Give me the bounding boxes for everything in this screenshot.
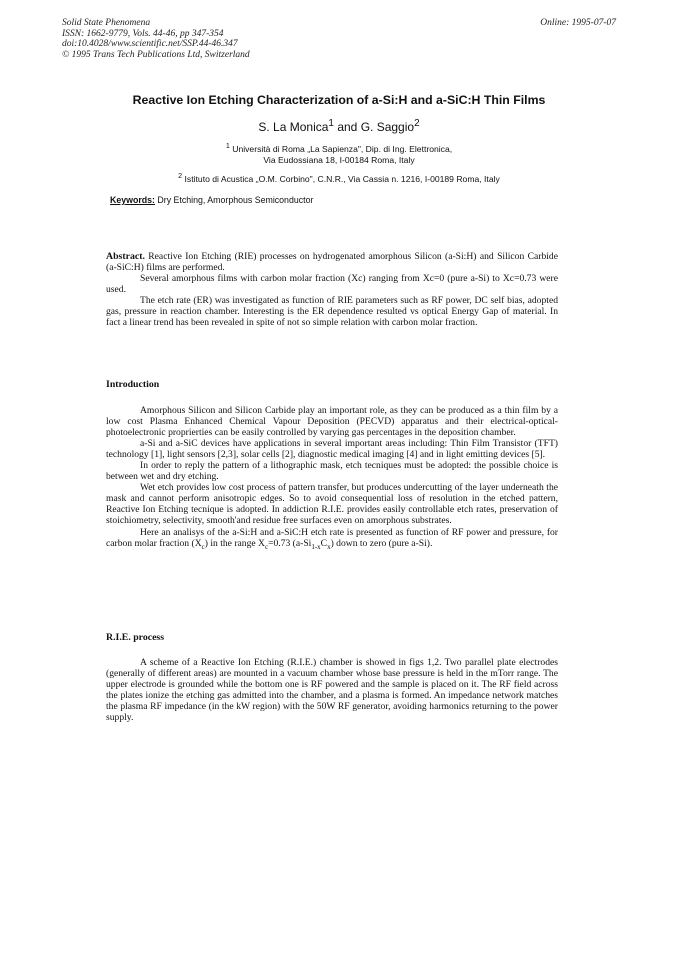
affil-2-line-1: Istituto di Acustica „O.M. Corbino", C.N.R., Via Cassia n. 1216, I-00189 Roma, Italy <box>182 173 500 184</box>
issn-line: ISSN: 1662-9779, Vols. 44-46, pp 347-354 <box>62 28 224 39</box>
rie-process-heading: R.I.E. process <box>106 632 165 643</box>
journal-name: Solid State Phenomena <box>62 18 151 28</box>
author-1: S. La Monica <box>258 120 329 134</box>
subscript-x: x <box>327 542 331 551</box>
journal-header <box>62 18 250 60</box>
affil-2-mark: 2 <box>178 172 183 180</box>
subscript-c: c <box>264 542 269 551</box>
affil-1-line-1: Università di Roma „La Sapienza", Dip. di Ing. Elettronica, <box>229 143 453 154</box>
affiliation-1 <box>0 141 678 167</box>
subscript-c: c <box>201 542 205 551</box>
introduction-heading: Introduction <box>106 379 160 390</box>
keywords-label: Keywords: <box>110 195 155 205</box>
abstract-p2: Several amorphous films with carbon molar fraction (Xc) ranging from Xc=0 (pure a-Si) to Xc=0.73 were used. <box>106 273 558 296</box>
doi-line: doi:10.4028/www.scientific.net/SSP.44-46.347 <box>62 39 238 50</box>
rie-process-body <box>106 657 558 723</box>
intro-p5-c: =0.73 (a-Si <box>268 537 312 549</box>
subscript-1-x: 1-x <box>311 542 321 551</box>
intro-p2: a-Si and a-SiC devices have applications in several important areas including: Thin Film Transistor (TFT) technology [1], light sensors [2,3], solar cells [2], diagnostic medical imaging [4] and in light emitting devices [5]. <box>106 438 558 461</box>
abstract-label: Abstract. <box>106 251 145 262</box>
intro-p5 <box>106 527 558 549</box>
author-2-affil-mark: 2 <box>414 118 420 129</box>
intro-p4: Wet etch provides low cost process of pattern transfer, but produces undercutting of the layer underneath the mask and cannot perform anisotropic edges. So to avoid consequential loss of resolution in the etched pattern, Reactive Ion Etching tecnique is adopted. In addiction R.I.E. provides easily controllable etch rates, preservation of stoichiometry, selectivity, smooth'and residue free surfaces even on amorphous substrates. <box>106 482 558 527</box>
rie-p1: A scheme of a Reactive Ion Etching (R.I.E.) chamber is showed in figs 1,2. Two parallel plate electrodes (generally of different areas) are mounted in a vacuum chamber whose base pressure is held in the mTorr range. The upper electrode is grounded while the bottom one is RF powered and the sample is placed on it. The RF field across the plates ionize the etching gas admitted into the chamber, and a plasma is formed. An impedance network matches the plasma RF impedance (in the kW region) with the 50W RF generator, avoiding harmonics returning to the power supply. <box>106 657 558 724</box>
intro-p1: Amorphous Silicon and Silicon Carbide play an important role, as they can be produced as a thin film by a low cost Plasma Enhanced Chemical Vapour Deposition (PECVD) apparatus and their electrical-optical-photoelectronic proprierties can be easily controlled by varying gas percentages in the deposition chamber. <box>106 405 558 439</box>
abstract-p1: Reactive Ion Etching (RIE) processes on hydrogenated amorphous Silicon (a-Si:H) and Silicon Carbide (a-SiC:H) films are performed. <box>106 251 558 274</box>
copyright-line: © 1995 Trans Tech Publications Ltd, Switzerland <box>62 49 250 60</box>
affil-1-line-2: Via Eudossiana 18, I-00184 Roma, Italy <box>263 155 415 166</box>
author-2: G. Saggio <box>360 120 415 134</box>
abstract <box>106 251 558 328</box>
keywords <box>110 195 313 205</box>
intro-p3: In order to reply the pattern of a lithographic mask, etch tecniques must be adopted: the possible choice is between wet and dry etching. <box>106 460 558 483</box>
intro-p5-a: Here an analisys of the a-Si:H and a-SiC:H etch rate is presented as function of RF power and pressure, for carbon molar fraction (X <box>106 526 558 549</box>
abstract-p3: The etch rate (ER) was investigated as function of RIE parameters such as RF power, DC self bias, adopted gas, pressure in reaction chamber. Interesting is the ER dependence resulted vs optical Energy Gap of material. In fact a linear trend has been revealed in spite of not so simple relation with carbon molar fraction. <box>106 295 558 329</box>
intro-p5-b: ) in the range X <box>204 537 265 549</box>
author-line <box>0 118 678 134</box>
author-1-affil-mark: 1 <box>328 118 334 129</box>
online-date: Online: 1995-07-07 <box>540 18 616 28</box>
introduction-body <box>106 405 558 549</box>
affiliation-2 <box>0 171 678 185</box>
paper-title: Reactive Ion Etching Characterization of a-Si:H and a-SiC:H Thin Films <box>132 93 546 107</box>
intro-p5-e: ) down to zero (pure a-Si). <box>330 537 433 549</box>
intro-p5-d: C <box>320 537 328 549</box>
affil-1-mark: 1 <box>225 142 230 150</box>
keywords-text: Dry Etching, Amorphous Semiconductor <box>154 195 314 205</box>
author-conjunction: and <box>333 120 361 134</box>
